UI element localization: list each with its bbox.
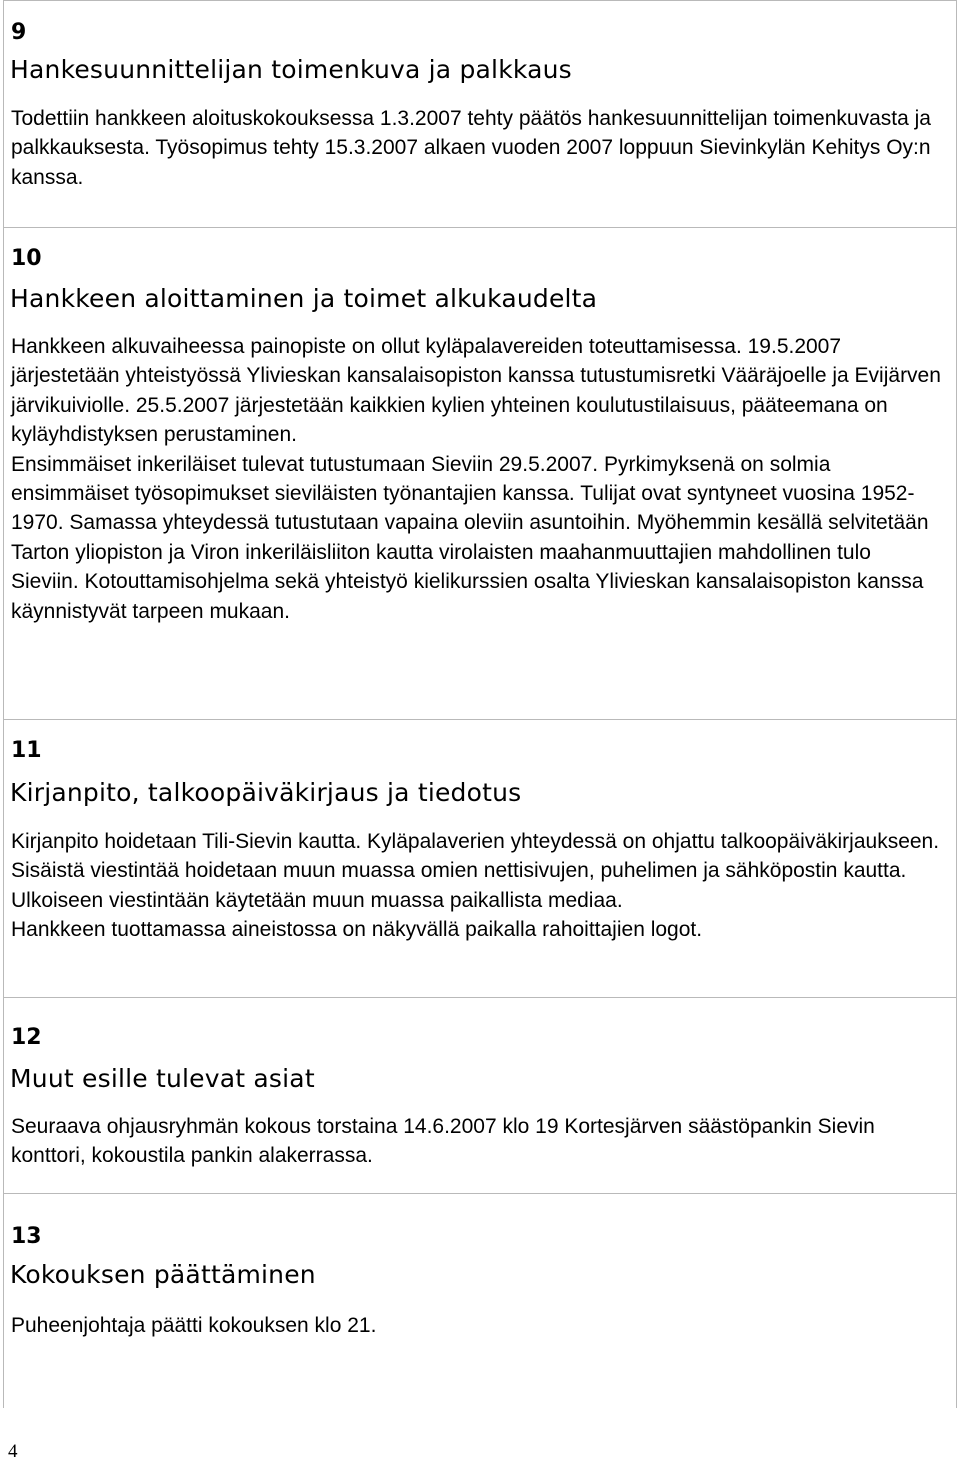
section-title: Hankesuunnittelijan toimenkuva ja palkkaus xyxy=(10,55,572,84)
section-title: Muut esille tulevat asiat xyxy=(10,1064,315,1093)
section-13 xyxy=(3,1194,957,1408)
section-number: 12 xyxy=(11,1025,42,1050)
paragraph: Puheenjohtaja päätti kokouksen klo 21. xyxy=(11,1314,377,1337)
paragraph: Ensimmäiset inkeriläiset tulevat tutustumaan Sieviin 29.5.2007. Pyrkimyksenä on solmia ensimmäiset työsopimukset sieviläisten työnantajien kanssa. Tulijat ovat syntyneet vuosina 1952-1970. Samassa yhteydessä tutustutaan vapaina oleviin asuntoihin. Myöhemmin kesällä selvitetään Tarton yliopiston ja Viron inkeriläisliiton kautta virolaisten maahanmuuttajien mahdollinen tulo Sieviin. Kotouttamisohjelma sekä yhteistyö kielikurssien osalta Ylivieskan kansalaisopiston kanssa käynnistyvät tarpeen mukaan. xyxy=(11,452,929,623)
section-11 xyxy=(3,720,957,998)
paragraph: Seuraava ohjausryhmän kokous torstaina 14.6.2007 klo 19 Kortesjärven säästöpankin Sievin konttori, kokoustila pankin alakerrassa. xyxy=(11,1115,875,1168)
section-number: 11 xyxy=(11,738,42,763)
section-body xyxy=(11,1311,941,1340)
section-9 xyxy=(3,0,957,228)
page-number: 4 xyxy=(8,1441,18,1462)
paragraph: Hankkeen alkuvaiheessa painopiste on ollut kyläpalavereiden toteuttamisessa. 19.5.2007 järjestetään yhteistyössä Ylivieskan kansalaisopiston kanssa tutustumisretki Vääräjoelle ja Evijärven järvikuiviolle. 25.5.2007 järjestetään kaikkien kylien yhteinen koulutustilaisuus, pääteemana on kyläyhdistyksen perustaminen. xyxy=(11,335,941,447)
section-number: 13 xyxy=(11,1224,42,1249)
section-body xyxy=(11,332,941,626)
paragraph: Kirjanpito hoidetaan Tili-Sievin kautta. Kyläpalaverien yhteydessä on ohjattu talkoopäiväkirjaukseen. Sisäistä viestintää hoidetaan muun muassa omien nettisivujen, puhelimen ja sähköpostin kautta. Ulkoiseen viestintään käytetään muun muassa paikallista mediaa. xyxy=(11,830,940,912)
section-body xyxy=(11,1112,941,1171)
paragraph: Hankkeen tuottamassa aineistossa on näkyvällä paikalla rahoittajien logot. xyxy=(11,918,703,942)
section-title: Hankkeen aloittaminen ja toimet alkukaudelta xyxy=(10,284,598,313)
section-number: 10 xyxy=(11,246,42,271)
section-number: 9 xyxy=(11,20,27,45)
section-body xyxy=(11,104,941,192)
section-title: Kokouksen päättäminen xyxy=(10,1260,316,1289)
paragraph: Todettiin hankkeen aloituskokouksessa 1.3.2007 tehty päätös hankesuunnittelijan toimenkuvasta ja palkkauksesta. Työsopimus tehty 15.3.2007 alkaen vuoden 2007 loppuun Sievinkylän Kehitys Oy:n kanssa. xyxy=(11,107,931,189)
section-title: Kirjanpito, talkoopäiväkirjaus ja tiedotus xyxy=(10,778,522,807)
section-10 xyxy=(3,228,957,720)
section-body xyxy=(11,827,941,945)
section-12 xyxy=(3,998,957,1194)
